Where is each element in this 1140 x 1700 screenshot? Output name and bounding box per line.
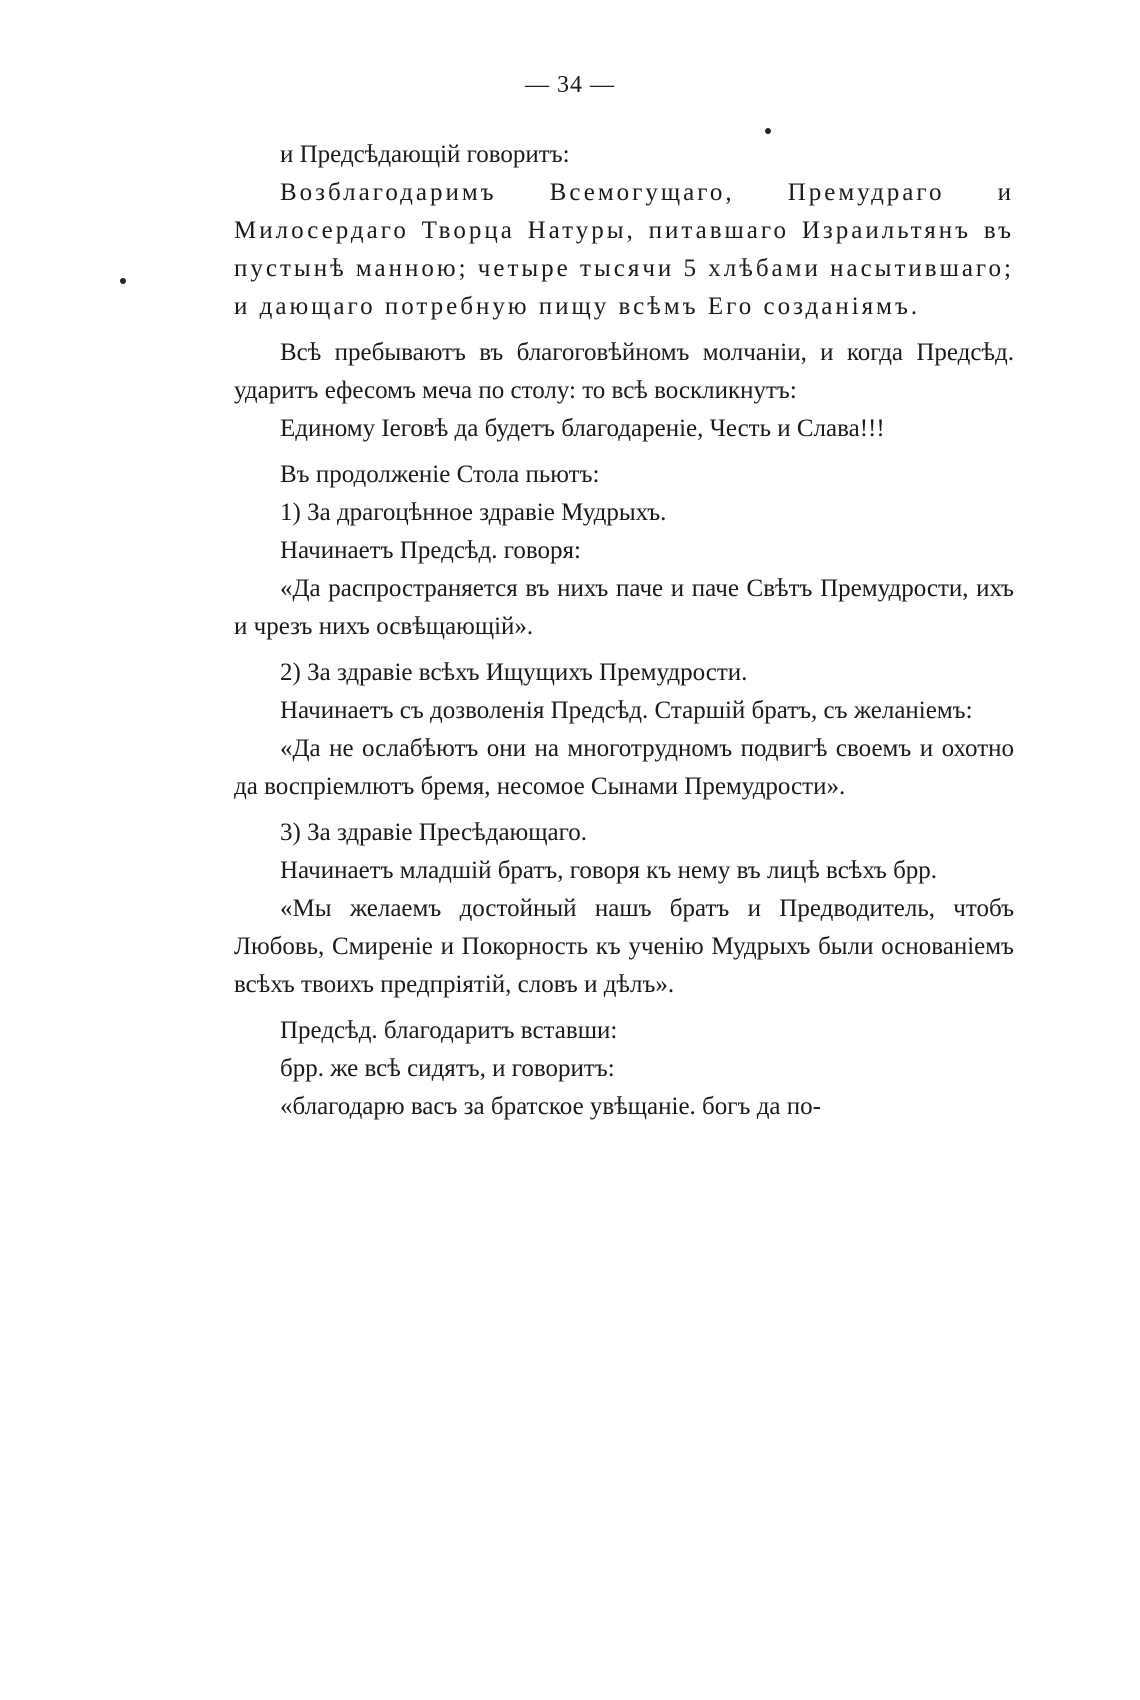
paragraph: Единому Іеговѣ да будетъ благодареніе, Честь и Слава!!! — [280, 415, 885, 442]
paragraph: 1) За драгоцѣнное здравіе Мудрыхъ. — [280, 499, 667, 526]
paragraph: Начинаетъ младшій братъ, говоря къ нему въ лицѣ всѣхъ брр. — [280, 857, 938, 884]
body-text — [234, 136, 1014, 1126]
paragraph: «Да распространяется въ нихъ паче и паче Свѣтъ Премудрости, ихъ и чрезъ нихъ освѣщающій». — [234, 575, 1014, 640]
ink-dot-top — [765, 128, 771, 134]
paragraph: брр. же всѣ сидятъ, и говоритъ: — [280, 1055, 615, 1082]
paragraph: 3) За здравіе Пресѣдающаго. — [280, 819, 587, 846]
ink-dot-left — [120, 278, 126, 284]
paragraph: Начинаетъ Предсѣд. говоря: — [280, 537, 581, 564]
paragraph: «Да не ослабѣютъ они на многотрудномъ подвигѣ своемъ и охотно да воспріемлютъ бремя, несомое Сынами Премудрости». — [234, 735, 1014, 800]
paragraph: Всѣ пребываютъ въ благоговѣйномъ молчаніи, и когда Предсѣд. ударитъ ефесомъ меча по столу: то всѣ воскликнутъ: — [234, 339, 1014, 404]
page-number: — 34 — — [525, 72, 615, 98]
paragraph: и Предсѣдающій говоритъ: — [280, 141, 570, 168]
paragraph: Въ продолженіе Стола пьютъ: — [280, 461, 600, 488]
paragraph: Начинаетъ съ дозволенія Предсѣд. Старшій братъ, съ желаніемъ: — [280, 697, 973, 724]
paragraph: Возблагодаримъ Всемогущаго, Премудраго и Милосердаго Творца Натуры, питавшаго Израильтянъ въ пустынѣ манною; четыре тысячи 5 хлѣбами насытившаго; и дающаго потребную пищу всѣмъ Его созданіямъ. — [234, 179, 1014, 320]
paragraph: «Мы желаемъ достойный нашъ братъ и Предводитель, чтобъ Любовь, Смиреніе и Покорность къ ученію Мудрыхъ были основаніемъ всѣхъ твоихъ предпріятій, словъ и дѣлъ». — [234, 895, 1014, 998]
paragraph: 2) За здравіе всѣхъ Ищущихъ Премудрости. — [280, 659, 748, 686]
paragraph: Предсѣд. благодаритъ вставши: — [280, 1017, 618, 1044]
paragraph: «благодарю васъ за братское увѣщаніе. богъ да по- — [280, 1093, 821, 1120]
